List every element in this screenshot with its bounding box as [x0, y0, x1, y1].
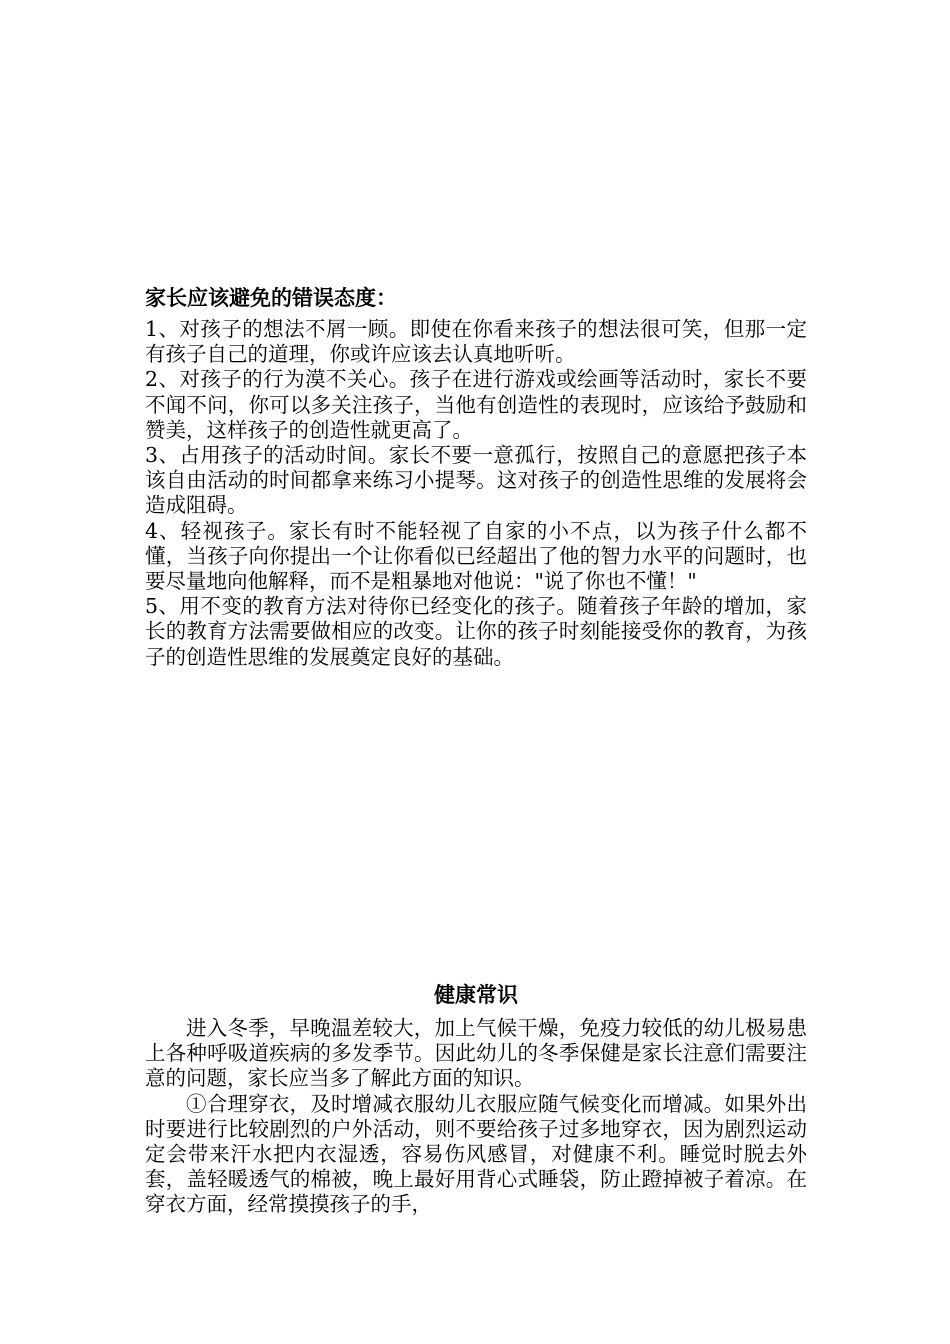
- list-item: 1、对孩子的想法不屑一顾。即使在你看来孩子的想法很可笑，但那一定有孩子自己的道理，你或许应该去认真地听听。: [145, 317, 807, 367]
- list-item: 4、轻视孩子。家长有时不能轻视了自家的小不点，以为孩子什么都不懂，当孩子向你提出一个让你看似已经超出了他的智力水平的问题时，也要尽量地向他解释，而不是粗暴地对他说："说了你也不懂！": [145, 518, 807, 594]
- section-parenting-mistakes: [145, 283, 807, 670]
- list-item: 2、对孩子的行为漠不关心。孩子在进行游戏或绘画等活动时，家长不要不闻不问，你可以多关注孩子，当他有创造性的表现时，应该给予鼓励和赞美，这样孩子的创造性就更高了。: [145, 367, 807, 442]
- paragraph: 进入冬季，早晚温差较大，加上气候干燥，免疫力较低的幼儿极易患上各种呼吸道疾病的多发季节。因此幼儿的冬季保健是家长注意们需要注意的问题，家长应当多了解此方面的知识。: [145, 1016, 807, 1091]
- section-title: 健康常识: [434, 983, 518, 1007]
- section-heading: 家长应该避免的错误态度：: [145, 286, 397, 310]
- paragraph: ①合理穿衣，及时增减衣服幼儿衣服应随气候变化而增减。如果外出时要进行比较剧烈的户外活动，则不要给孩子过多地穿衣，因为剧烈运动定会带来汗水把内衣湿透，容易伤风感冒，对健康不利。睡觉时脱去外套，盖轻暖透气的棉被，晚上最好用背心式睡袋，防止蹬掉被子着凉。在穿衣方面，经常摸摸孩子的手，: [145, 1091, 807, 1217]
- list-item: 3、占用孩子的活动时间。家长不要一意孤行，按照自己的意愿把孩子本该自由活动的时间都拿来练习小提琴。这对孩子的创造性思维的发展将会造成阻碍。: [145, 443, 807, 518]
- list-item: 5、用不变的教育方法对待你已经变化的孩子。随着孩子年龄的增加，家长的教育方法需要做相应的改变。让你的孩子时刻能接受你的教育，为孩子的创造性思维的发展奠定良好的基础。: [145, 594, 807, 669]
- section-health-knowledge: [145, 980, 807, 1218]
